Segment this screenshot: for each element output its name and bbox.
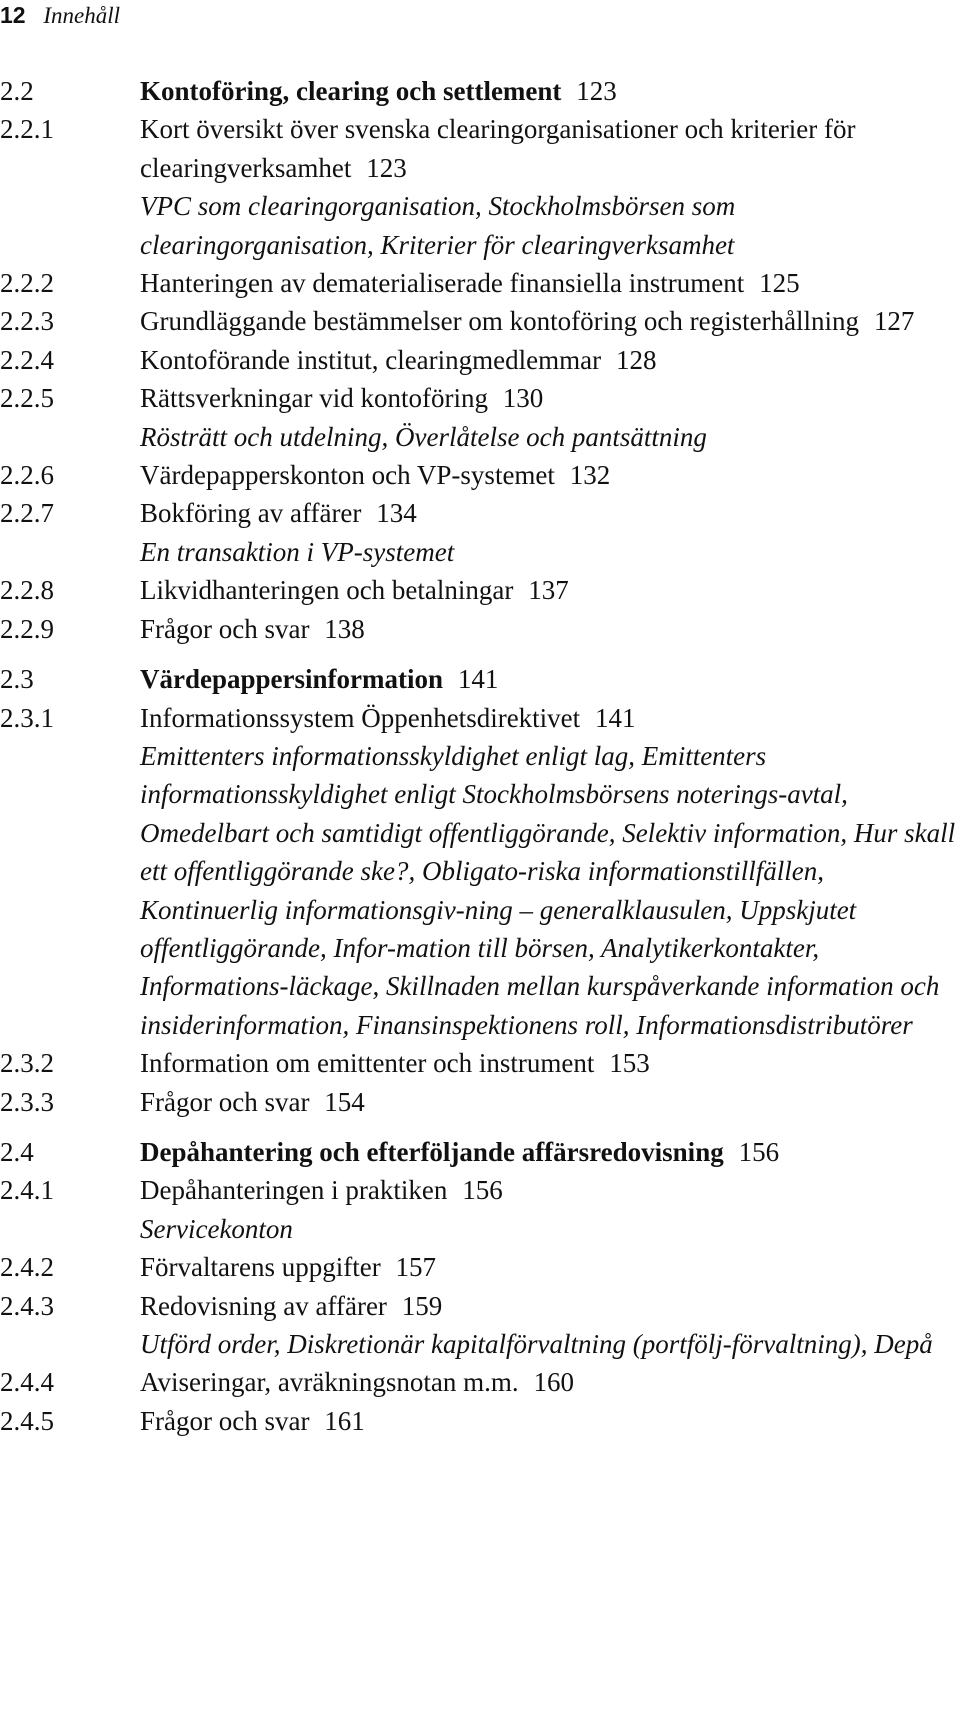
toc-page: 127 [873, 306, 915, 337]
toc-page: 134 [376, 498, 417, 529]
toc-page: 130 [502, 383, 544, 414]
table-of-contents [0, 72, 958, 1440]
toc-title: Bokföring av affärer [140, 498, 362, 529]
toc-entry-2-4-1[interactable] [0, 1171, 958, 1248]
toc-entry-2-4[interactable] [0, 1133, 958, 1171]
toc-entry-2-4-2[interactable] [0, 1248, 958, 1286]
toc-number: 2.4 [0, 1136, 34, 1167]
toc-title: Frågor och svar [140, 1086, 310, 1117]
toc-title: Kontoförande institut, clearingmedlemmar [140, 344, 602, 375]
toc-number: 2.4.4 [0, 1367, 54, 1398]
toc-number: 2.3.3 [0, 1086, 54, 1117]
toc-number: 2.4.2 [0, 1252, 54, 1283]
toc-subtopics: VPC som clearingorganisation, Stockholmsbörsen som clearingorganisation, Kriterier för clearingverksamhet [140, 191, 736, 260]
toc-title: Frågor och svar [140, 613, 310, 644]
toc-title: Grundläggande bestämmelser om kontoföring och registerhållning [140, 306, 860, 337]
toc-page: 123 [366, 152, 407, 183]
toc-entry-2-2-8[interactable] [0, 571, 958, 609]
toc-page: 128 [615, 344, 657, 375]
toc-page: 132 [569, 460, 611, 491]
toc-entry-2-3-1[interactable] [0, 699, 958, 1045]
toc-title: Rättsverkningar vid kontoföring [140, 383, 488, 414]
toc-number: 2.2.8 [0, 575, 54, 606]
toc-title: Aviseringar, avräkningsnotan m.m. [140, 1367, 519, 1398]
toc-number: 2.2.9 [0, 613, 54, 644]
toc-page: 141 [595, 702, 636, 733]
toc-number: 2.2.2 [0, 268, 54, 299]
page-number: 12 [0, 2, 26, 28]
toc-entry-2-4-4[interactable] [0, 1363, 958, 1401]
toc-entry-2-3-2[interactable] [0, 1044, 958, 1082]
toc-entry-2-2-1[interactable] [0, 110, 958, 264]
toc-page: 156 [738, 1136, 780, 1167]
toc-title: Förvaltarens uppgifter [140, 1252, 381, 1283]
toc-title: Kort översikt över svenska clearingorganisationer och kriterier för clearingverksamhet [140, 114, 856, 183]
toc-entry-2-2-4[interactable] [0, 341, 958, 379]
toc-entry-2-2-5[interactable] [0, 379, 958, 456]
toc-title: Depåhantering och efterföljande affärsredovisning [140, 1136, 724, 1167]
toc-subtopics: Utförd order, Diskretionär kapitalförvaltning (portfölj-förvaltning), Depå [140, 1329, 933, 1359]
toc-entry-2-2[interactable] [0, 72, 958, 110]
running-title: Innehåll [43, 3, 120, 28]
toc-number: 2.2.7 [0, 498, 54, 529]
toc-subtopics: Servicekonton [140, 1213, 293, 1244]
toc-title: Informationssystem Öppenhetsdirektivet [140, 702, 581, 733]
toc-page: 156 [462, 1175, 503, 1206]
toc-page: 123 [576, 76, 617, 106]
toc-subtopics: Rösträtt och utdelning, Överlåtelse och pantsättning [140, 421, 707, 452]
toc-number: 2.4.1 [0, 1175, 54, 1206]
toc-number: 2.2.6 [0, 460, 54, 491]
toc-entry-2-3[interactable] [0, 660, 958, 698]
toc-number: 2.2.1 [0, 114, 54, 145]
toc-subtopics: Emittenters informationsskyldighet enligt lag, Emittenters informationsskyldighet enligt Stockholmsbörsens noterings-avtal, Omedelbart och samtidigt offentliggörande, Selektiv information, Hur skall ett offentliggörande ske?, Obligato-riska informationstillfällen, Kontinuerlig informationsgiv-ning – generalklausulen, Uppskjutet offentliggörande, Infor-mation till börsen, Analytikerkontakter, Informations-läckage, Skillnaden mellan kurspåverkande information och insiderinformation, Finansinspektionens roll, Informationsdistributörer [140, 740, 956, 1040]
toc-entry-2-3-3[interactable] [0, 1083, 958, 1121]
toc-entry-2-2-9[interactable] [0, 610, 958, 648]
toc-entry-2-2-3[interactable] [0, 302, 958, 340]
toc-entry-2-2-6[interactable] [0, 456, 958, 494]
toc-number: 2.3 [0, 664, 34, 695]
toc-page: 160 [533, 1367, 574, 1398]
toc-number: 2.4.5 [0, 1405, 54, 1436]
toc-page: 154 [324, 1086, 365, 1117]
toc-entry-2-2-2[interactable] [0, 264, 958, 302]
toc-number: 2.2.5 [0, 383, 54, 414]
toc-entry-2-2-7[interactable] [0, 494, 958, 571]
toc-title: Kontoföring, clearing och settlement [140, 76, 562, 106]
toc-title: Information om emittenter och instrument [140, 1048, 595, 1079]
toc-title: Värdepapperskonton och VP-systemet [140, 460, 555, 491]
toc-subtopics: En transaktion i VP-systemet [140, 536, 455, 567]
running-head [0, 0, 120, 31]
toc-number: 2.3.1 [0, 702, 54, 733]
toc-page: 125 [759, 268, 800, 299]
toc-title: Värdepappersinformation [140, 664, 443, 695]
toc-page: 137 [528, 575, 569, 606]
toc-number: 2.3.2 [0, 1048, 54, 1079]
toc-title: Depåhanteringen i praktiken [140, 1175, 448, 1206]
toc-entry-2-4-5[interactable] [0, 1402, 958, 1440]
toc-page: 161 [324, 1405, 365, 1436]
toc-entry-2-4-3[interactable] [0, 1287, 958, 1364]
toc-number: 2.2.4 [0, 344, 54, 375]
toc-title: Frågor och svar [140, 1405, 310, 1436]
toc-page: 157 [395, 1252, 437, 1283]
toc-number: 2.4.3 [0, 1290, 54, 1321]
toc-page: 153 [609, 1048, 650, 1079]
toc-page: 141 [457, 664, 499, 695]
toc-title: Redovisning av affärer [140, 1290, 387, 1321]
toc-page: 159 [401, 1290, 443, 1321]
toc-title: Hanteringen av dematerialiserade finansiella instrument [140, 268, 745, 299]
toc-page: 138 [324, 613, 365, 644]
toc-title: Likvidhanteringen och betalningar [140, 575, 514, 606]
toc-number: 2.2 [0, 76, 34, 106]
toc-number: 2.2.3 [0, 306, 54, 337]
